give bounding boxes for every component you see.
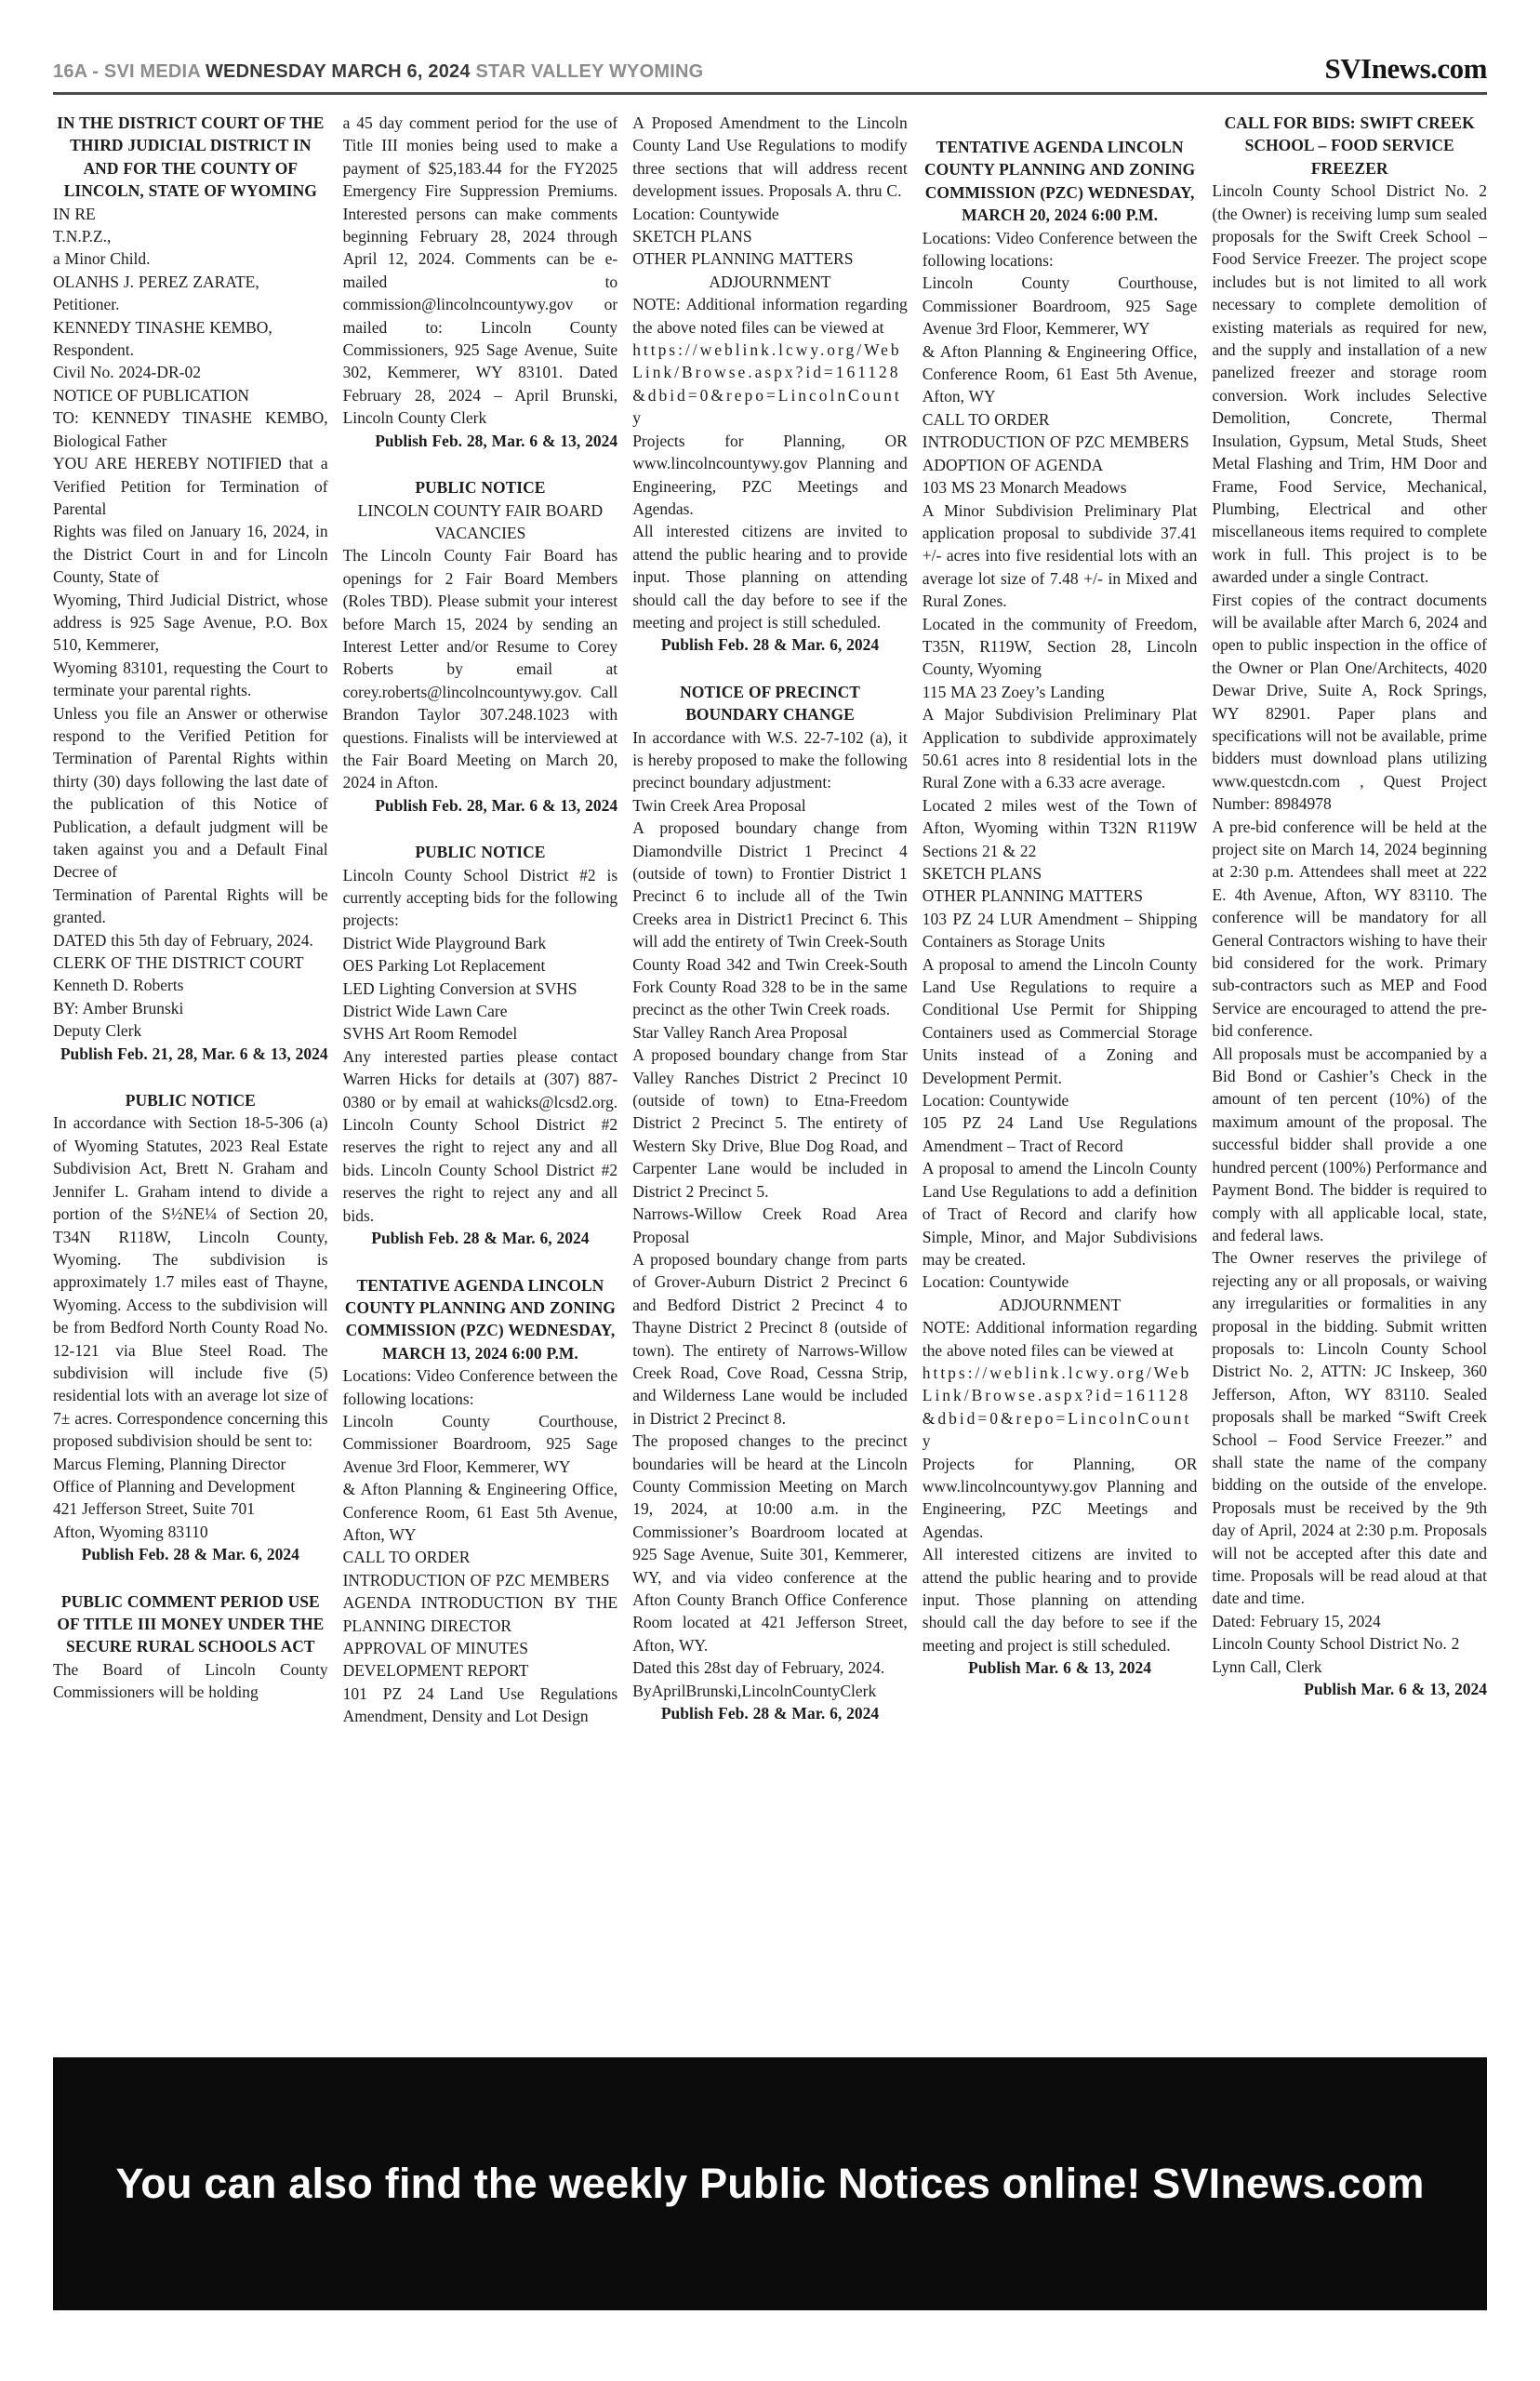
notice-text: DEVELOPMENT REPORT [342, 1661, 529, 1681]
notice-text: Marcus Fleming, Planning Director [53, 1454, 286, 1473]
notice-text: CLERK OF THE DISTRICT COURT [53, 953, 304, 973]
notice-text: Lincoln County Courthouse, Commissioner Boardroom, 925 Sage Avenue 3rd Floor, Kemmerer, WY [342, 1411, 618, 1476]
notice-column-4 [923, 112, 1198, 2054]
notice-text: A Proposed Amendment to the Lincoln County Land Use Regulations to modify three sections that will address recent development issues. Proposals A. thru C. [632, 113, 908, 201]
notice-text: A Minor Subdivision Preliminary Plat application proposal to subdivide 37.41 +/- acres into five residential lots with an average lot size of 7.48 +/- in Mixed and Rural Zones. [922, 500, 1198, 611]
notice-text: Locations: Video Conference between the following locations: [342, 1366, 618, 1408]
notice-text: APPROVAL OF MINUTES [342, 1639, 528, 1657]
notice-text: A proposal to amend the Lincoln County Land Use Regulations to add a definition of Tract of Record and clarify how Simple, Minor, and Major Subdivisions may be created. [922, 1159, 1198, 1269]
notice-column-3 [632, 112, 908, 2054]
notice-text: & Afton Planning & Engineering Office, Conference Room, 61 East 5th Avenue, Afton, WY [922, 341, 1198, 406]
notice-text: 115 MA 23 Zoey’s Landing [922, 682, 1105, 701]
publish-line: Publish Feb. 28 & Mar. 6, 2024 [660, 1704, 880, 1723]
notice-text: Lincoln County Courthouse, Commissioner Boardroom, 925 Sage Avenue 3rd Floor, Kemmerer, WY [922, 273, 1198, 339]
notice-text: INTRODUCTION OF PZC MEMBERS [922, 432, 1189, 452]
notice-text: District Wide Lawn Care [342, 1002, 508, 1021]
notice-text: Twin Creek Area Proposal [632, 795, 806, 815]
notice-text: https://weblink.lcwy.org/WebLink/Browse.aspx?id=161128&dbid=0&repo=LincolnCounty [632, 340, 902, 428]
notice-text: All proposals must be accompanied by a Bid Bond or Cashier’s Check in the amount of ten percent (10%) of the maximum amount of the proposal. The successful bidder shall provide a one hundred percent (100%) Performance and Payment Bond. The bidder is required to comply with all applicable local, state, and federal laws. [1212, 1044, 1487, 1244]
notice-text: District Wide Playground Bark [342, 933, 547, 952]
notice-text: OLANHS J. PEREZ ZARATE, [53, 272, 259, 291]
notice-text: https://weblink.lcwy.org/WebLink/Browse.aspx?id=161128&dbid=0&repo=LincolnCounty [922, 1363, 1192, 1451]
notice-text: T.N.P.Z., [53, 227, 112, 246]
notice-text: In accordance with Section 18-5-306 (a) of Wyoming Statutes, 2023 Real Estate Subdivision Act, Brett N. Graham and Jennifer L. Graham intend to divide a portion of the S½NE¼ of Section 20, T34N R118W, Lincoln County, Wyoming. The subdivision is approximately 1.7 miles east of Thayne, Wyoming. Access to the subdivision will be from Bedford North County Road No. 12-121 via Blue Steel Road. The subdivision will include five (5) residential lots with an average lot size of 7± acres. Correspondence concerning this proposed subdivision should be sent to: [53, 1113, 328, 1451]
banner-text: You can also find the weekly Public Notices online! SVInews.com [115, 2160, 1425, 2207]
notice-text: All interested citizens are invited to attend the public hearing and to provide input. Those planning on attending should call the day before to see if the meeting and project is still scheduled. [632, 522, 908, 632]
notice-text: Narrows-Willow Creek Road Area Proposal [632, 1204, 908, 1246]
notice-text: Wyoming 83101, requesting the Court to terminate your parental rights. [53, 658, 328, 700]
page-number-label: 16A - SVI MEDIA [53, 61, 201, 82]
notice-column-2 [343, 112, 618, 2054]
notice-text: & Afton Planning & Engineering Office, Conference Room, 61 East 5th Avenue, Afton, WY [342, 1480, 618, 1544]
notice-text: 105 PZ 24 Land Use Regulations Amendment – Tract of Record [922, 1113, 1198, 1155]
notice-text: The proposed changes to the precinct boundaries will be heard at the Lincoln County Commission Meeting on March 19, 2024, at 10:00 a.m. in the Commissioner’s Boardroom located at 925 Sage Avenue, Suite 301, Kemmerer, WY, and via video conference at the Afton County Branch Office Conference Room located at 421 Jefferson Street, Afton, WY. [632, 1431, 908, 1655]
notice-text: TO: KENNEDY TINASHE KEMBO, Biological Father [53, 408, 328, 450]
notice-text: KENNEDY TINASHE KEMBO, [53, 317, 272, 337]
notice-text: Dated this 28st day of February, 2024. [632, 1658, 885, 1678]
notice-text: 421 Jefferson Street, Suite 701 [53, 1499, 255, 1519]
notice-text: A proposed boundary change from parts of Grover-Auburn District 2 Precinct 6 and Bedford District 2 Precinct 4 to Thayne District 2 Precinct 8 (outside of town). The entirety of Narrows-Willow Creek Road, Cove Road, Cessna Strip, and Wilderness Lane would be included in District 2 Precinct 8. [632, 1249, 908, 1428]
notice-text: ByAprilBrunski,LincolnCountyClerk [632, 1681, 877, 1700]
notice-text: NOTICE OF PUBLICATION [53, 385, 249, 405]
footer-banner [53, 2057, 1487, 2310]
notice-text: YOU ARE HEREBY NOTIFIED that a Verified Petition for Termination of Parental [53, 454, 328, 518]
notice-text: A proposed boundary change from Diamondville District 1 Precinct 4 (outside of town) to Frontier District 1 Precinct 6 to include all of the Twin Creeks area in District1 Precinct 6. This will add the entirety of Twin Creek-South County Road 342 and Twin Creek-South Fork County Road 328 to be in the same precinct as the other Twin Creek roads. [632, 818, 908, 1019]
notice-column-1 [53, 112, 328, 2054]
notice-text: a 45 day comment period for the use of Title III monies being used to make a payment of $25,183.44 for the FY2025 Emergency Fire Suppression Premiums. Interested persons can make comments beginning February 28, 2024 through April 12, 2024. Comments can be e-mailed to commission@lincolncountywy.gov or mailed to: Lincoln County Commissioners, 925 Sage Avenue, Suite 302, Kemmerer, WY 83101. Dated February 28, 2024 – April Brunski, Lincoln County Clerk [342, 113, 618, 428]
notice-text: Projects for Planning, OR www.lincolncountywy.gov Planning and Engineering, PZC Meetings and Agendas. [632, 431, 908, 518]
publish-line: Publish Mar. 6 & 13, 2024 [1304, 1680, 1487, 1699]
notice-text: Unless you file an Answer or otherwise respond to the Verified Petition for Termination of Parental Rights within thirty (30) days following the last date of the publication of this Notice of Publication, a default judgment will be taken against you and a Default Final Decree of [53, 703, 328, 882]
notice-text: Any interested parties please contact Warren Hicks for details at (307) 887-0380 or by email at wahicks@lcsd2.org. Lincoln County School District #2 reserves the right to reject any and all bids. Lincoln County School District #2 reserves the right to reject any and all bids. [342, 1046, 618, 1225]
notice-text: A Major Subdivision Preliminary Plat Application to subdivide approximately 50.61 acres into 8 residential lots in the Rural Zone with a 6.33 acre average. [922, 705, 1198, 792]
notice-heading: TENTATIVE AGENDA LINCOLN COUNTY PLANNING AND ZONING COMMISSION (PZC) WEDNESDAY, MARCH 20, 2024 6:00 P.M. [924, 138, 1196, 225]
notice-text: OTHER PLANNING MATTERS [922, 886, 1144, 906]
notice-text: A proposed boundary change from Star Valley Ranches District 2 Precinct 10 (outside of town) to Etna-Freedom District 2 Precinct 5. The entirety of Western Sky Drive, Blue Dog Road, and Carpenter Lane would be included in District 2 Precinct 5. [632, 1045, 908, 1201]
notice-text: A proposal to amend the Lincoln County Land Use Regulations to require a Conditional Use Permit for Shipping Containers used as Commercial Storage Units instead of a Zoning and Development Permit. [922, 954, 1198, 1087]
notice-text: ADJOURNMENT [998, 1295, 1122, 1314]
region-label: STAR VALLEY WYOMING [475, 61, 704, 82]
notice-text: Respondent. [53, 340, 135, 360]
notice-text: NOTE: Additional information regarding the above noted files can be viewed at [922, 1318, 1198, 1360]
notice-text: SKETCH PLANS [632, 227, 752, 246]
notice-text: AGENDA INTRODUCTION BY THE PLANNING DIRECTOR [342, 1593, 618, 1635]
header-rule [53, 92, 1487, 95]
notice-text: BY: Amber Brunski [53, 998, 184, 1018]
notice-text: LED Lighting Conversion at SVHS [342, 978, 578, 998]
notice-text: NOTE: Additional information regarding the above noted files can be viewed at [632, 295, 908, 337]
notice-text: Civil No. 2024-DR-02 [53, 363, 201, 382]
notice-heading: PUBLIC NOTICE [415, 843, 546, 862]
notice-text: Dated: February 15, 2024 [1212, 1611, 1381, 1630]
notice-text: Wyoming, Third Judicial District, whose address is 925 Sage Avenue, P.O. Box 510, Kemmerer, [53, 590, 328, 655]
publish-line: Publish Feb. 28 & Mar. 6, 2024 [81, 1545, 299, 1564]
page-header [53, 54, 1487, 83]
notice-text: SVHS Art Room Remodel [342, 1024, 518, 1044]
notice-text: Deputy Clerk [53, 1021, 142, 1041]
header-left [53, 61, 703, 83]
site-name: SVInews.com [1324, 52, 1487, 85]
notice-heading: PUBLIC NOTICE [125, 1091, 256, 1111]
notice-text: A pre-bid conference will be held at the project site on March 14, 2024 beginning at 2:30 p.m. Attendees shall meet at 222 E. 4th Avenue, Afton, WY 83110. The conference will be mandatory for all General Contractors wishing to have their bid considered for the work. Primary sub-contractors such as MEP and Food Service are encouraged to attend the pre-bid conference. [1212, 817, 1487, 1041]
notice-heading: IN THE DISTRICT COURT OF THE THIRD JUDICIAL DISTRICT IN AND FOR THE COUNTY OF LINCOLN, STATE OF WYOMING [57, 113, 325, 201]
notice-text: LINCOLN COUNTY FAIR BOARD VACANCIES [357, 500, 604, 542]
notice-text: 101 PZ 24 Land Use Regulations Amendment, Density and Lot Design [342, 1683, 618, 1726]
notice-heading: NOTICE OF PRECINCT BOUNDARY CHANGE [680, 682, 860, 725]
issue-date: WEDNESDAY MARCH 6, 2024 [205, 61, 471, 82]
notice-text: Petitioner. [53, 295, 120, 314]
publish-line: Publish Feb. 28 & Mar. 6, 2024 [660, 635, 880, 655]
notice-text: CALL TO ORDER [922, 409, 1050, 429]
notice-text: INTRODUCTION OF PZC MEMBERS [342, 1570, 610, 1590]
notice-text: Located in the community of Freedom, T35N, R119W, Section 28, Lincoln County, Wyoming [922, 614, 1198, 679]
notice-text: CALL TO ORDER [342, 1548, 471, 1567]
notice-text: All interested citizens are invited to attend the public hearing and to provide input. Those planning on attending should call the day before to see if the meeting and project is still scheduled. [922, 1545, 1198, 1655]
publish-line: Publish Feb. 28 & Mar. 6, 2024 [371, 1229, 590, 1248]
notice-heading: PUBLIC COMMENT PERIOD USE OF TITLE III MONEY UNDER THE SECURE RURAL SCHOOLS ACT [57, 1591, 325, 1656]
notice-text: SKETCH PLANS [922, 864, 1042, 883]
notice-text: The Board of Lincoln County Commissioners will be holding [53, 1659, 328, 1702]
publish-line: Publish Feb. 21, 28, Mar. 6 & 13, 2024 [60, 1044, 328, 1063]
notice-text: 103 MS 23 Monarch Meadows [922, 478, 1127, 498]
publish-line: Publish Feb. 28, Mar. 6 & 13, 2024 [375, 795, 618, 815]
notice-text: Kenneth D. Roberts [53, 976, 184, 995]
notice-text: Locations: Video Conference between the following locations: [922, 228, 1198, 271]
notice-text: In accordance with W.S. 22-7-102 (a), it is hereby proposed to make the following precinct boundary adjustment: [632, 727, 908, 792]
notice-text: Rights was filed on January 16, 2024, in the District Court in and for Lincoln County, State of [53, 522, 328, 587]
notice-heading: TENTATIVE AGENDA LINCOLN COUNTY PLANNING AND ZONING COMMISSION (PZC) WEDNESDAY, MARCH 13, 2024 6:00 P.M. [344, 1275, 616, 1363]
publish-line: Publish Mar. 6 & 13, 2024 [968, 1658, 1151, 1678]
notice-text: First copies of the contract documents will be available after March 6, 2024 and open to public inspection in the office of the Owner or Plan One/Architects, 4020 Dewar Drive, Suite A, Rock Springs, WY 82901. Paper plans and specifications will not be available, prime bidders must download plans utilizing www.questcdn.com , Quest Project Number: 8984978 [1212, 590, 1487, 814]
notice-text: Star Valley Ranch Area Proposal [632, 1022, 848, 1042]
notice-text: The Owner reserves the privilege of rejecting any or all proposals, or waiving any irregularities or formalities in any proposal in the bidding. Submit written proposals to: Lincoln County School District No. 2, ATTN: JC Inskeep, 360 Jefferson, Afton, WY 83110. Sealed proposals shall be marked “Swift Creek School – Food Service Freezer.” and shall state the name of the company bidding on the outside of the envelope. Proposals must be received by the 9th day of April, 2024 at 2:30 p.m. Proposals will not be accepted after this date and time. Proposals will be read aloud at that date and time. [1212, 1248, 1487, 1608]
notice-text: Termination of Parental Rights will be granted. [53, 885, 328, 927]
notice-text: a Minor Child. [53, 249, 151, 269]
publish-line: Publish Feb. 28, Mar. 6 & 13, 2024 [375, 431, 618, 450]
notice-text: Lynn Call, Clerk [1212, 1656, 1322, 1676]
notice-text: Located 2 miles west of the Town of Afton, Wyoming within T32N R119W Sections 21 & 22 [922, 795, 1198, 860]
notice-text: IN RE [53, 204, 96, 223]
notice-heading: CALL FOR BIDS: SWIFT CREEK SCHOOL – FOOD SERVICE FREEZER [1224, 113, 1475, 178]
notice-text: Location: Countywide [922, 1091, 1069, 1111]
notice-text: 103 PZ 24 LUR Amendment – Shipping Containers as Storage Units [922, 909, 1198, 951]
notice-text: Lincoln County School District No. 2 (the Owner) is receiving lump sum sealed proposals for the Swift Creek School – Food Service Freezer. The project scope includes but is not limited to all work necessary to complete demolition of existing materials as required for new, and the supply and installation of a new panelized freezer and storage room conversion. Work includes Selective Demolition, Concrete, Thermal Insulation, Gypsum, Metal Studs, Sheet Metal Flashing and Trim, HM Door and Frame, Food Service, Mechanical, Plumbing, Electrical and other miscellaneous items required to complete work in full. This project is to be awarded under a single Contract. [1212, 181, 1487, 587]
columns [53, 112, 1487, 2054]
notice-text: OTHER PLANNING MATTERS [632, 249, 854, 269]
notice-text: OES Parking Lot Replacement [342, 956, 546, 976]
notice-heading: PUBLIC NOTICE [415, 478, 546, 498]
notice-text: Location: Countywide [632, 204, 779, 223]
notice-text: DATED this 5th day of February, 2024. [53, 930, 313, 950]
notice-column-5 [1212, 112, 1487, 2054]
notice-text: Lincoln County School District #2 is currently accepting bids for the following projects: [342, 865, 618, 930]
notice-text: ADJOURNMENT [709, 272, 831, 291]
notice-text: Projects for Planning, OR www.lincolncountywy.gov Planning and Engineering, PZC Meetings and Agendas. [922, 1454, 1198, 1541]
notice-text: The Lincoln County Fair Board has openings for 2 Fair Board Members (Roles TBD). Please submit your interest before March 15, 2024 by sending an Interest Letter and/or Resume to Corey Roberts by email at corey.roberts@lincolncountywy.gov. Call Brandon Taylor 307.248.1023 with questions. Finalists will be interviewed at the Fair Board Meeting on March 20, 2024 in Afton. [342, 546, 618, 792]
notice-text: Location: Countywide [922, 1272, 1069, 1292]
notice-text: Office of Planning and Development [53, 1476, 296, 1496]
notice-text: Lincoln County School District No. 2 [1212, 1634, 1460, 1654]
notice-text: Afton, Wyoming 83110 [53, 1522, 208, 1541]
notice-text: ADOPTION OF AGENDA [922, 455, 1104, 474]
